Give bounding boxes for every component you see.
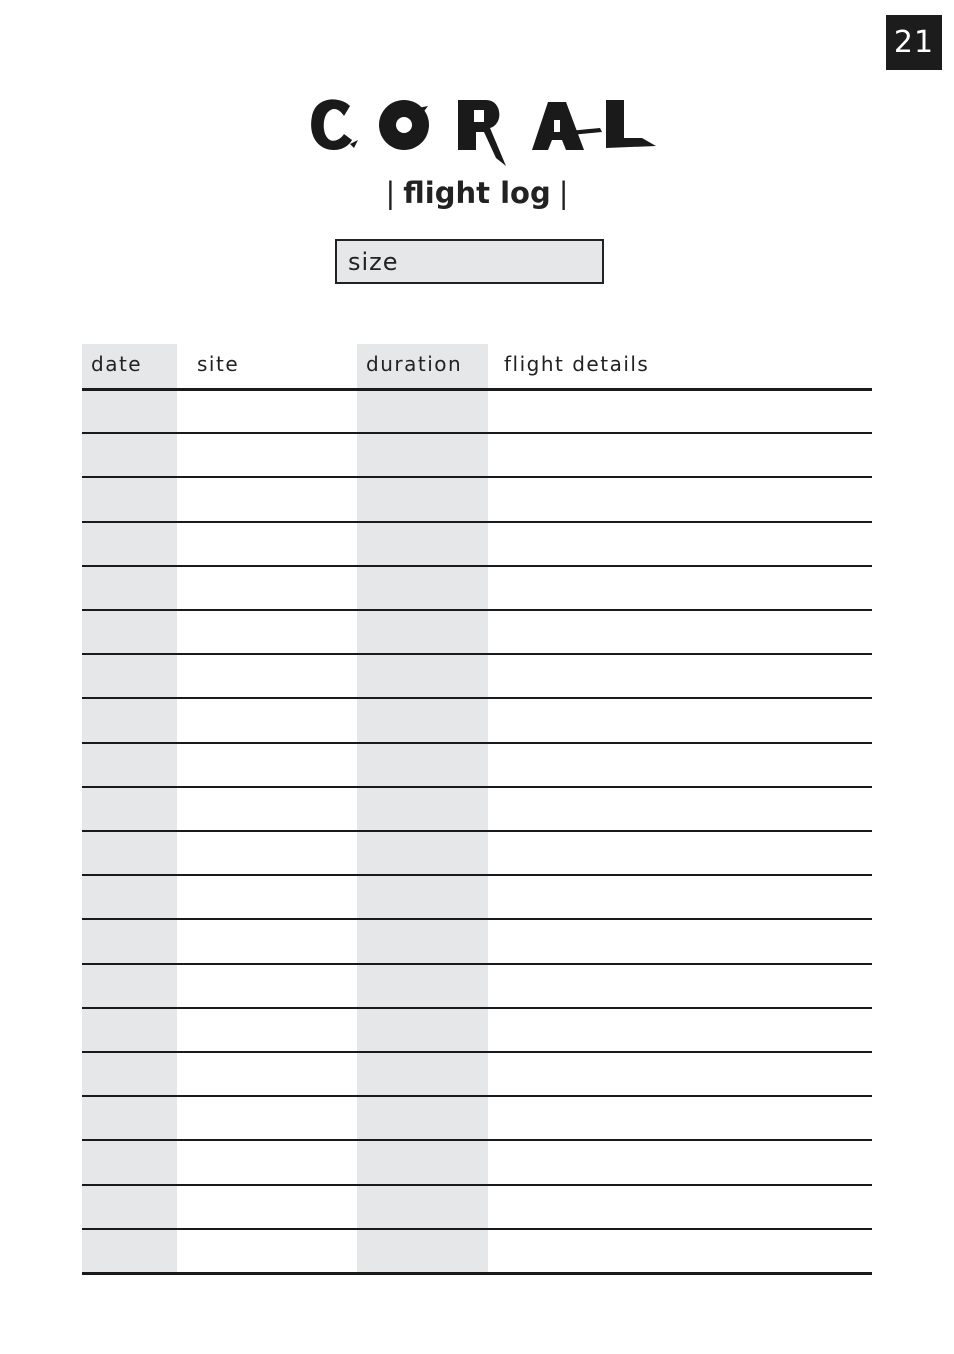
table-row-rule	[82, 521, 872, 523]
table-row-rule	[82, 918, 872, 920]
subtitle-left-bar: |	[385, 176, 396, 210]
table-row-rule	[82, 1095, 872, 1097]
table-row-rule	[82, 697, 872, 699]
table-row-rule	[82, 874, 872, 876]
header-flight-details: flight details	[504, 352, 650, 376]
size-field-label: size	[348, 248, 399, 276]
table-row-rule	[82, 565, 872, 567]
table-row-rule	[82, 653, 872, 655]
table-row-rule	[82, 963, 872, 965]
header-rule	[82, 388, 872, 391]
coral-logo	[300, 88, 670, 170]
table-row-rule	[82, 1272, 872, 1275]
table-row-rule	[82, 1228, 872, 1230]
header-duration: duration	[366, 352, 463, 376]
header-site: site	[197, 352, 240, 376]
date-column-shade	[82, 344, 177, 1272]
table-row-rule	[82, 1184, 872, 1186]
table-row-rule	[82, 1139, 872, 1141]
size-field[interactable]	[335, 239, 604, 284]
table-row-rule	[82, 742, 872, 744]
table-row-rule	[82, 1007, 872, 1009]
table-row-rule	[82, 432, 872, 434]
subtitle	[330, 176, 624, 210]
subtitle-right-bar: |	[558, 176, 569, 210]
table-row-rule	[82, 830, 872, 832]
table-row-rule	[82, 786, 872, 788]
table-row-rule	[82, 609, 872, 611]
header-date: date	[91, 352, 143, 376]
page-number: 21	[886, 15, 942, 70]
duration-column-shade	[357, 344, 488, 1272]
table-row-rule	[82, 476, 872, 478]
table-row-rule	[82, 1051, 872, 1053]
subtitle-text: flight log	[403, 176, 551, 210]
